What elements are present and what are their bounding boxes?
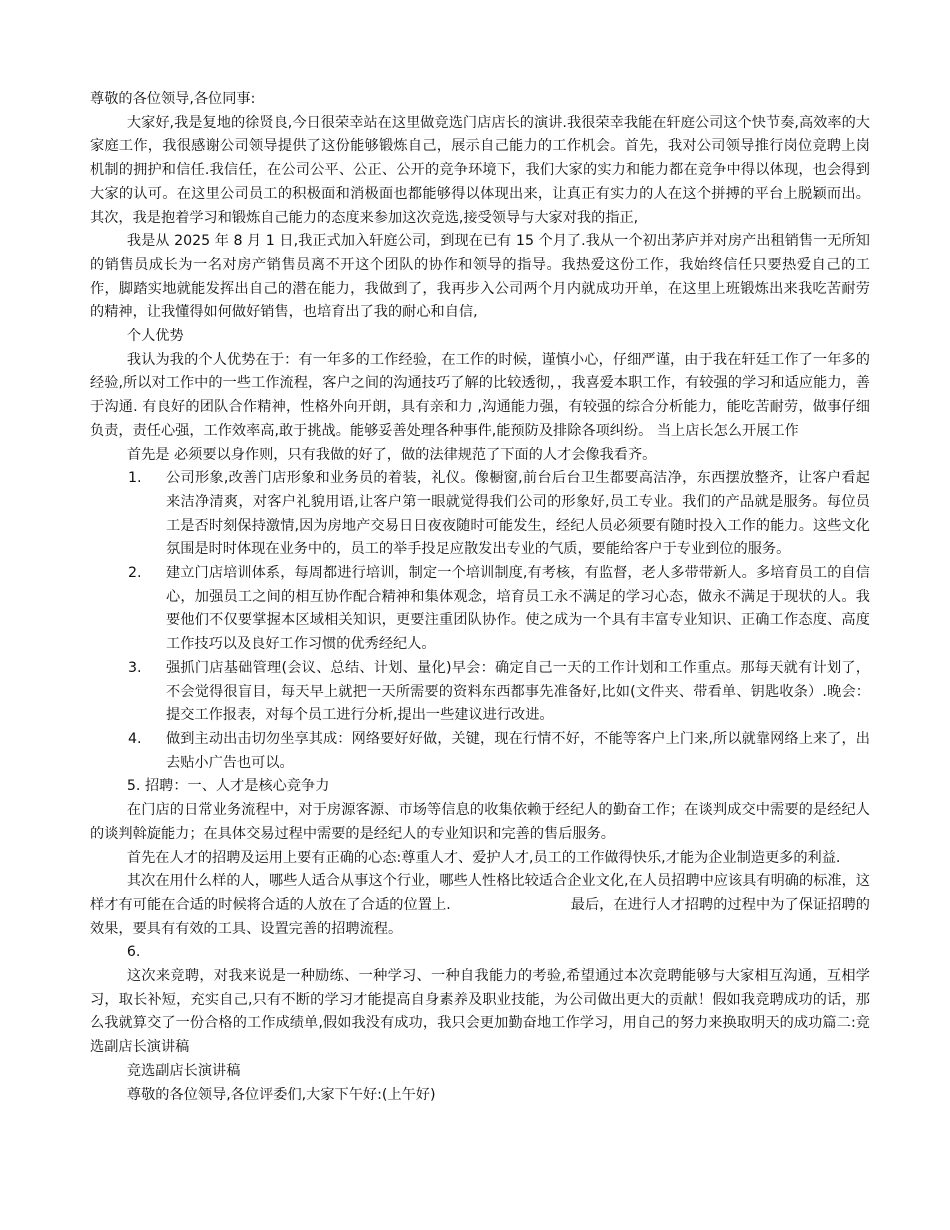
heading-vice-manager: 竞选副店长演讲稿 [126,1062,241,1079]
list-text: 公司形象,改善门店形象和业务员的着装，礼仪。像橱窗,前台后台卫生都要高洁净，东西摆放整齐，让客户看起来洁净清爽，对客户礼貌用语,让客户第一眼就觉得我们公司的形象好,员工专业。我们的产品就是服务。每位员工是否时刻保持激情,因为房地产交易日日夜夜随时可能发生，经纪人员必须要有随时投入工作的能力。这些文化氛围是时时体现在业务中的，员工的举手投足应散发出专业的气质，要能给客户于专业到位的服务。 [166,470,870,558]
recruit-standards-text: 其次在用什么样的人，哪些人适合从事这个行业，哪些人性格比较适合企业文化,在人员招聘中应该具有明确的标准，这样才有可能在合适的时候将合适的人放在了合适的位置上. [90,873,870,913]
list-number-six: 6. [126,944,141,961]
list-text: 做到主动出击切勿坐享其成：网络要好好做，关键，现在行情不好，不能等客户上门来,所以就靠网络上来了，出去贴小广告也可以。 [166,730,870,771]
list-number: 2. [128,565,142,582]
list-item [90,728,870,775]
list-item-recruitment: 5. 招聘：一、人才是核心竞争力 [126,778,330,795]
list-number: 3. [128,659,142,676]
paragraph-strengths: 我认为我的个人优势在于：有一年多的工作经验，在工作的时候，谨慎小心，仔细严谨，由于我在轩廷工作了一年多的经验,所以对工作中的一些工作流程，客户之间的沟通技巧了解的比较透彻，，我喜爱本职工作，有较强的学习和适应能力，善于沟通. 有良好的团队合作精神，性格外向开朗，具有亲和力 ,沟通能力强，有较强的综合分析能力，能吃苦耐劳，做事仔细负责，责任心强，工作效率高,敢于挑战。能够妥善处理各种事件,能预防及排除各项纠纷。 当上店长怎么开展工作 [90,351,870,439]
paragraph-intro: 大家好,我是复地的徐贤良,今日很荣幸站在这里做竞选门店店长的演讲.我很荣幸我能在轩庭公司这个快节奏,高效率的大家庭工作，我很感谢公司领导提供了这份能够锻炼自己，展示自己能力的工作机会。首先，我对公司领导推行岗位竞聘上岗机制的拥护和信任.我信任，在公司公平、公正、公开的竞争环境下，我们大家的实力和能力都在竞争中得以体现，也会得到大家的认可。在这里公司员工的积极面和消极面也都能够得以体现出来，让真正有实力的人在这个拼搏的平台上脱颖而出。其次，我是抱着学习和锻炼自己能力的态度来参加这次竞选,接受领导与大家对我的指正, [90,114,870,226]
list-item [90,657,870,728]
list-text: 强抓门店基础管理(会议、总结、计划、量化)早会：确定自己一天的工作计划和工作重点。那每天就有计划了，不会觉得很盲目，每天早上就把一天所需要的资料东西都事先准备好,比如(文件夹、带看单、钥匙收条）.晚会：提交工作报表，对每个员工进行分析,提出一些建议进行改进。 [166,659,870,724]
greeting-second: 尊敬的各位领导,各位评委们,大家下午好:(上午好) [126,1086,436,1103]
list-text: 建立门店培训体系，每周都进行培训，制定一个培训制度,有考核，有监督，老人多带带新人。多培育员工的自信心，加强员工之间的相互协作配合精神和集体观念，培育员工永不满足的学习心态，做永不满足于现状的人。我要他们不仅要掌握本区域相关知识，更要注重团队协作。使之成为一个具有丰富专业知识、正确工作态度、高度工作技巧以及良好工作习惯的优秀经纪人。 [166,565,870,653]
paragraph-recruit-standards [90,870,870,941]
paragraph-lead-by-example: 首先是 必须要以身作则，只有我做的好了，做的法律规范了下面的人才会像我看齐。 [126,446,657,463]
greeting: 尊敬的各位领导,各位同事: [90,91,256,107]
paragraph-talent-attitude: 首先在人才的招聘及运用上要有正确的心态:尊重人才、爱护人才,员工的工作做得快乐,才能为企业制造更多的利益. [126,849,841,866]
paragraph-experience: 我是从 2025 年 8 月 1 日,我正式加入轩庭公司，到现在已有 15 个月了.我从一个初出茅庐并对房产出租销售一无所知的销售员成长为一名对房产销售员离不开这个团队的协作和领导的指导。我热爱这份工作，我始终信任只要热爱自己的工作，脚踏实地就能发挥出自己的潜在能力，我做到了，我再步入公司两个月内就成功开单，在这里上班锻炼出来我吃苦耐劳的精神，让我懂得如何做好销售，也培育出了我的耐心和自信, [90,233,870,321]
heading-personal-strengths: 个人优势 [126,328,184,345]
paragraph-business-flow: 在门店的日常业务流程中，对于房源客源、市场等信息的收集依赖于经纪人的勤奋工作；在谈判成交中需要的是经纪人的谈判斡旋能力；在具体交易过程中需要的是经纪人的专业知识和完善的售后服务。 [90,802,870,842]
list-item [90,467,870,562]
list-item [90,562,870,657]
list-number: 4. [128,730,142,747]
recruit-process-text: 最后，在进行人才招聘的过程中为了保证招聘的效果，要具有有效的工具、设置完善的招聘流程。 [90,896,870,937]
list-number: 1. [128,470,142,487]
paragraph-conclusion: 这次来竞聘，对我来说是一种励练、一种学习、一种自我能力的考验,希望通过本次竞聘能够与大家相互沟通，互相学习，取长补短，充实自己,只有不断的学习才能提高自身素养及职业技能，为公司做出更大的贡献！假如我竞聘成功的话，那么我就算交了一份合格的工作成绩单,假如我没有成功，我只会更加勤奋地工作学习，用自己的努力来换取明天的成功篇二:竞选副店长演讲稿 [90,968,870,1056]
document-body [90,88,870,1107]
